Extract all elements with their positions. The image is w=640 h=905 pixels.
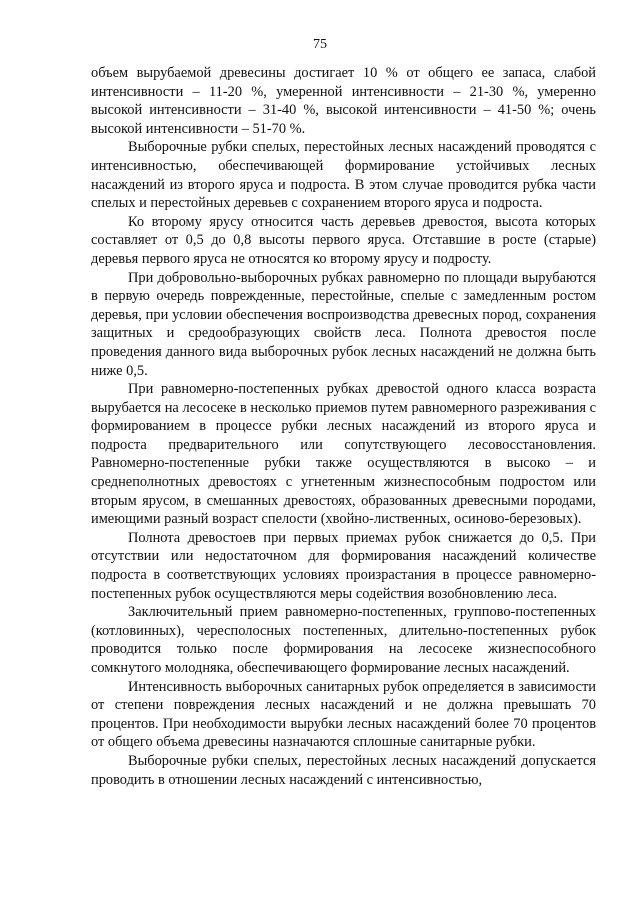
paragraph-6: Полнота древостоев при первых приемах рубок снижается до 0,5. При отсутствии или недостаточном для формирования насаждений количестве подроста в соответствующих условиях произрастания в процессе равномерно-постепенных рубок осуществляются меры содействия возобновлению леса. <box>91 529 596 602</box>
paragraph-5: При равномерно-постепенных рубках древостой одного класса возраста вырубается на лесосеке в несколько приемов путем равномерного разреживания с формированием в процессе рубки лесных насаждений из второго яруса и подроста предварительного или сопутствующего лесовосстановления. Равномерно-постепенные рубки также осуществляются в высоко – и среднеполнотных древостоях с угнетенным жизнеспособным подростом или вторым ярусом, в смешанных древостоях, образованных древесными породами, имеющими разный возраст спелости (хвойно-лиственных, осиново-березовых). <box>91 381 596 528</box>
paragraph-8: Интенсивность выборочных санитарных рубок определяется в зависимости от степени повреждения лесных насаждений и не должна превышать 70 процентов. При необходимости вырубки лесных насаждений более 70 процентов от общего объема древесины назначаются сплошные санитарные рубки. <box>91 678 596 751</box>
page-number: 75 <box>313 37 327 52</box>
paragraph-3: Ко второму ярусу относится часть деревьев древостоя, высота которых составляет от 0,5 до 0,8 высоты первого яруса. Отставшие в росте (старые) деревья первого яруса не относятся ко второму ярусу и подросту. <box>91 213 596 267</box>
body-text <box>91 64 596 789</box>
paragraph-2: Выборочные рубки спелых, перестойных лесных насаждений проводятся с интенсивностью, обеспечивающей формирование устойчивых лесных насаждений из второго яруса и подроста. В этом случае проводится рубка части спелых и перестойных деревьев с сохранением второго яруса и подроста. <box>91 139 596 212</box>
paragraph-1: объем вырубаемой древесины достигает 10 % от общего ее запаса, слабой интенсивности – 11-20 %, умеренной интенсивности – 21-30 %, умеренно высокой интенсивности – 31-40 %, высокой интенсивности – 41-50 %; очень высокой интенсивности – 51-70 %. <box>91 65 596 137</box>
paragraph-9: Выборочные рубки спелых, перестойных лесных насаждений допускается проводить в отношении лесных насаждений с интенсивностью, <box>91 752 596 788</box>
paragraph-7: Заключительный прием равномерно-постепенных, группово-постепенных (котловинных), чересполосных постепенных, длительно-постепенных рубок проводится только после формирования на лесосеке жизнеспособного сомкнутого молодняка, обеспечивающего формирование лесных насаждений. <box>91 604 596 676</box>
paragraph-4: При добровольно-выборочных рубках равномерно по площади вырубаются в первую очередь поврежденные, перестойные, спелые с замедленным ростом деревья, при условии обеспечения воспроизводства древесных пород, сохранения защитных и средообразующих свойств леса. Полнота древостоя после проведения данного вида выборочных рубок лесных насаждений не должна быть ниже 0,5. <box>91 269 596 379</box>
